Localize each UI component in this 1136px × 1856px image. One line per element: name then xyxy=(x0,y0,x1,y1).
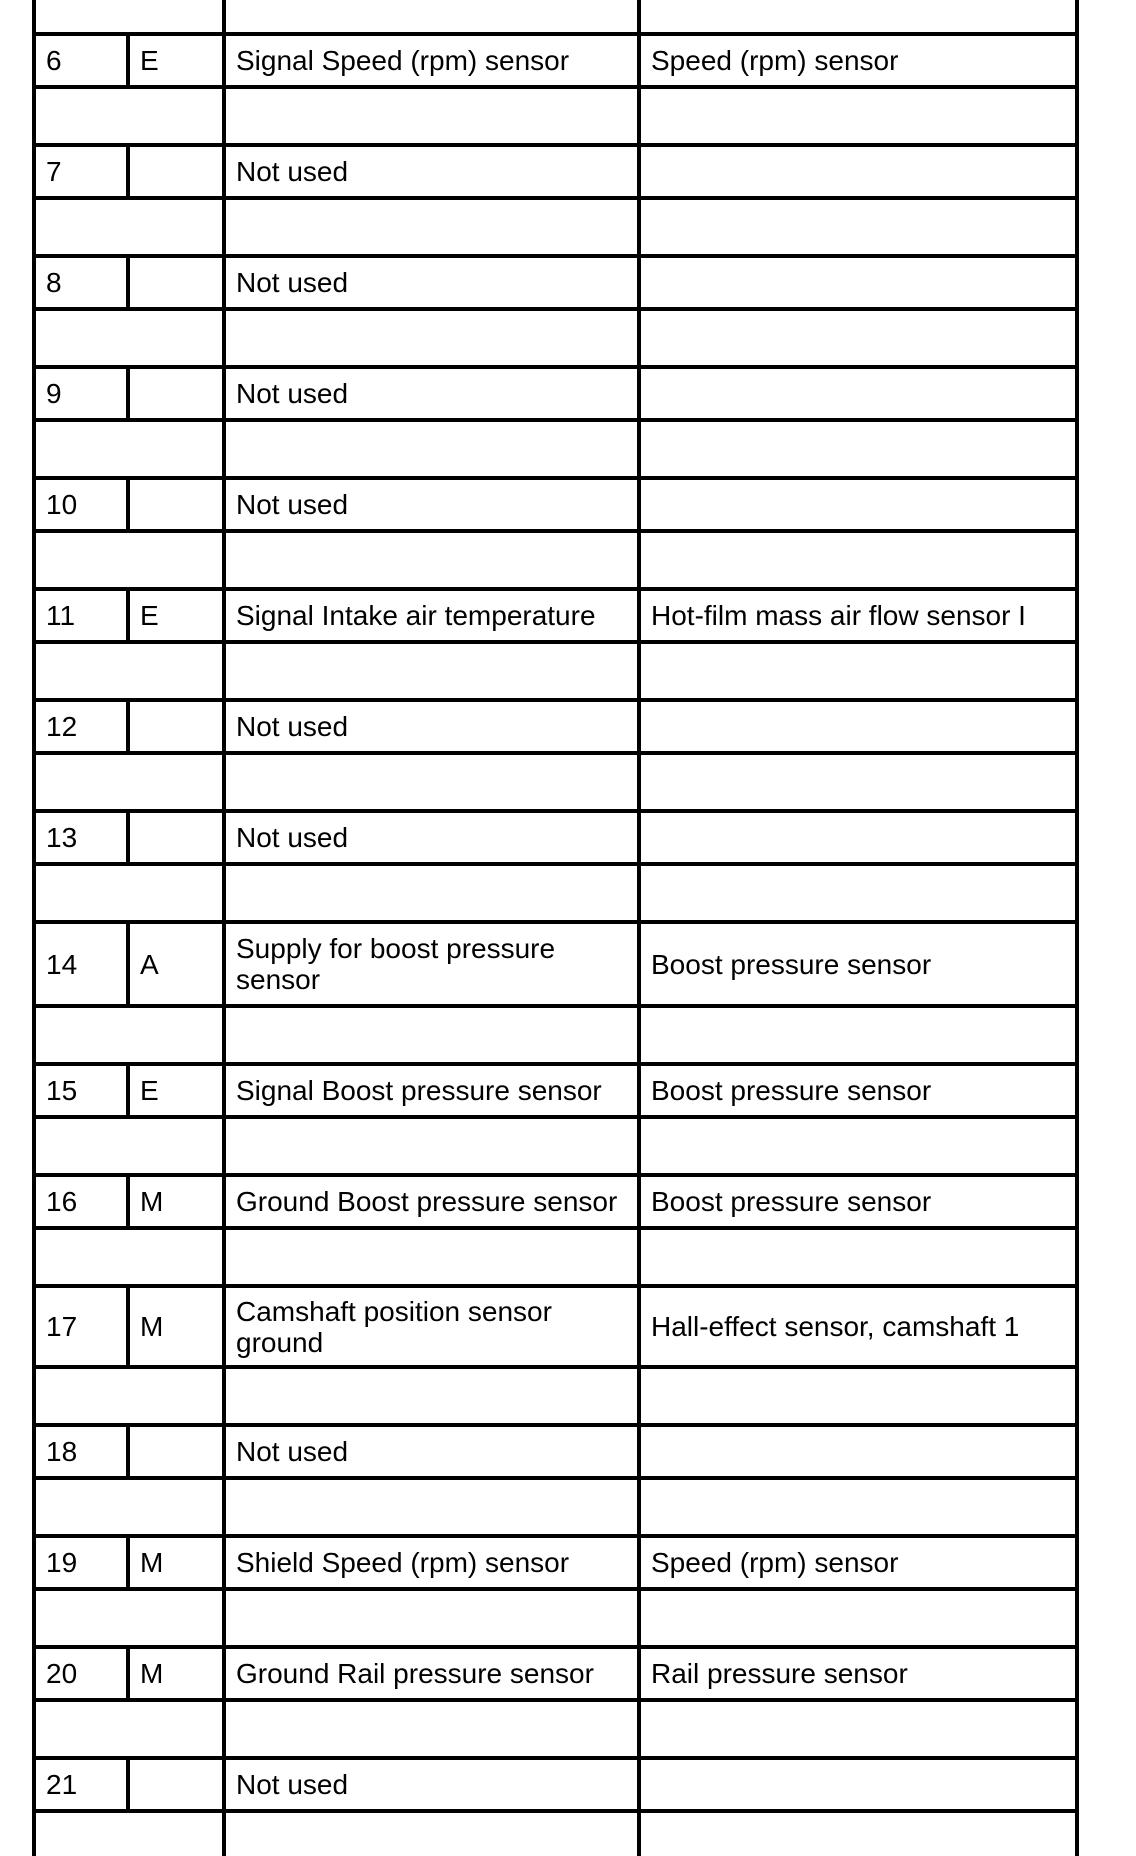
column-divider xyxy=(637,0,641,1856)
component-cell: Boost pressure sensor xyxy=(651,1075,932,1106)
row-divider xyxy=(32,143,1079,147)
row-divider xyxy=(32,85,1079,89)
row-divider xyxy=(32,1173,1079,1177)
component-cell xyxy=(651,369,1065,418)
column-divider xyxy=(126,254,130,311)
row-divider xyxy=(32,1476,1079,1480)
row-divider xyxy=(32,1226,1079,1230)
component-cell xyxy=(651,480,1065,529)
row-divider xyxy=(32,32,1079,36)
signal-type-cell xyxy=(140,258,212,307)
description-cell: Signal Intake air temperature xyxy=(236,600,596,631)
row-divider xyxy=(32,476,1079,480)
column-divider xyxy=(126,476,130,533)
signal-type-cell: M xyxy=(140,1186,164,1217)
row-divider xyxy=(32,640,1079,644)
signal-type-cell xyxy=(140,147,212,196)
column-divider xyxy=(126,365,130,422)
pin-number-cell: 21 xyxy=(46,1769,78,1800)
table-border-right xyxy=(1075,0,1079,1856)
row-divider xyxy=(32,1645,1079,1649)
column-divider xyxy=(126,587,130,644)
signal-type-cell xyxy=(140,702,212,751)
row-divider xyxy=(32,529,1079,533)
row-divider xyxy=(32,1115,1079,1119)
component-cell: Speed (rpm) sensor xyxy=(651,45,899,76)
row-divider xyxy=(32,307,1079,311)
column-divider xyxy=(126,1645,130,1702)
table-border-left xyxy=(32,0,36,1856)
row-divider xyxy=(32,1062,1079,1066)
pin-number-cell: 12 xyxy=(46,711,78,742)
row-divider xyxy=(32,587,1079,591)
description-cell: Signal Boost pressure sensor xyxy=(236,1075,602,1106)
pin-number-cell: 13 xyxy=(46,822,78,853)
signal-type-cell: A xyxy=(140,948,159,980)
pin-number-cell: 11 xyxy=(46,600,76,631)
column-divider xyxy=(126,1284,130,1369)
pin-number-cell: 6 xyxy=(46,45,62,76)
column-divider xyxy=(126,698,130,755)
signal-type-cell: M xyxy=(140,1311,164,1342)
component-cell xyxy=(651,1427,1065,1476)
row-divider xyxy=(32,196,1079,200)
pin-number-cell: 9 xyxy=(46,378,62,409)
signal-type-cell: E xyxy=(140,600,159,631)
column-divider xyxy=(126,32,130,89)
row-divider xyxy=(32,1284,1079,1288)
description-cell: Not used xyxy=(236,156,349,187)
row-divider xyxy=(32,809,1079,813)
signal-type-cell: E xyxy=(140,1075,159,1106)
row-divider xyxy=(32,698,1079,702)
component-cell: Hall-effect sensor, camshaft 1 xyxy=(651,1311,1020,1342)
component-cell: Speed (rpm) sensor xyxy=(651,1547,899,1578)
component-cell xyxy=(651,702,1065,751)
signal-type-cell: M xyxy=(140,1547,164,1578)
row-divider xyxy=(32,1534,1079,1538)
pin-number-cell: 18 xyxy=(46,1436,78,1467)
row-divider xyxy=(32,862,1079,866)
description-cell: Ground Rail pressure sensor xyxy=(236,1658,594,1689)
description-cell: Camshaft position sensor ground xyxy=(236,1295,552,1358)
pin-number-cell: 7 xyxy=(46,156,62,187)
row-divider xyxy=(32,1423,1079,1427)
pin-number-cell: 16 xyxy=(46,1186,78,1217)
signal-type-cell: E xyxy=(140,45,159,76)
component-cell: Hot-film mass air flow sensor I xyxy=(651,600,1026,631)
column-divider xyxy=(126,1423,130,1480)
row-divider xyxy=(32,1004,1079,1008)
description-cell: Signal Speed (rpm) sensor xyxy=(236,45,570,76)
column-divider xyxy=(126,143,130,200)
description-cell: Shield Speed (rpm) sensor xyxy=(236,1547,570,1578)
component-cell: Boost pressure sensor xyxy=(651,1186,932,1217)
component-cell: Rail pressure sensor xyxy=(651,1658,908,1689)
description-cell: Not used xyxy=(236,711,349,742)
row-divider xyxy=(32,920,1079,924)
pin-number-cell: 19 xyxy=(46,1547,78,1578)
component-cell xyxy=(651,258,1065,307)
description-cell: Not used xyxy=(236,822,349,853)
description-cell: Supply for boost pressure sensor xyxy=(236,933,556,995)
row-divider xyxy=(32,1587,1079,1591)
column-divider xyxy=(126,1062,130,1119)
row-divider xyxy=(32,418,1079,422)
signal-type-cell xyxy=(140,369,212,418)
description-cell: Not used xyxy=(236,489,349,520)
description-cell: Not used xyxy=(236,378,349,409)
signal-type-cell xyxy=(140,813,212,862)
component-cell xyxy=(651,147,1065,196)
pin-number-cell: 14 xyxy=(46,948,78,980)
row-divider xyxy=(32,1698,1079,1702)
row-divider xyxy=(32,254,1079,258)
signal-type-cell: M xyxy=(140,1658,164,1689)
row-divider xyxy=(32,365,1079,369)
row-divider xyxy=(32,1809,1079,1813)
column-divider xyxy=(222,0,226,1856)
pin-number-cell: 10 xyxy=(46,489,78,520)
pin-number-cell: 17 xyxy=(46,1311,78,1342)
column-divider xyxy=(126,809,130,866)
signal-type-cell xyxy=(140,480,212,529)
column-divider xyxy=(126,1756,130,1813)
column-divider xyxy=(126,1173,130,1230)
row-divider xyxy=(32,1756,1079,1760)
description-cell: Ground Boost pressure sensor xyxy=(236,1186,618,1217)
column-divider xyxy=(126,1534,130,1591)
row-divider xyxy=(32,751,1079,755)
description-cell: Not used xyxy=(236,1436,349,1467)
pin-number-cell: 20 xyxy=(46,1658,78,1689)
column-divider xyxy=(126,920,130,1008)
component-cell: Boost pressure sensor xyxy=(651,948,932,980)
signal-type-cell xyxy=(140,1427,212,1476)
row-divider xyxy=(32,1365,1079,1369)
pin-number-cell: 15 xyxy=(46,1075,78,1106)
pin-number-cell: 8 xyxy=(46,267,62,298)
signal-type-cell xyxy=(140,1760,212,1809)
description-cell: Not used xyxy=(236,1769,349,1800)
description-cell: Not used xyxy=(236,267,349,298)
component-cell xyxy=(651,813,1065,862)
component-cell xyxy=(651,1760,1065,1809)
